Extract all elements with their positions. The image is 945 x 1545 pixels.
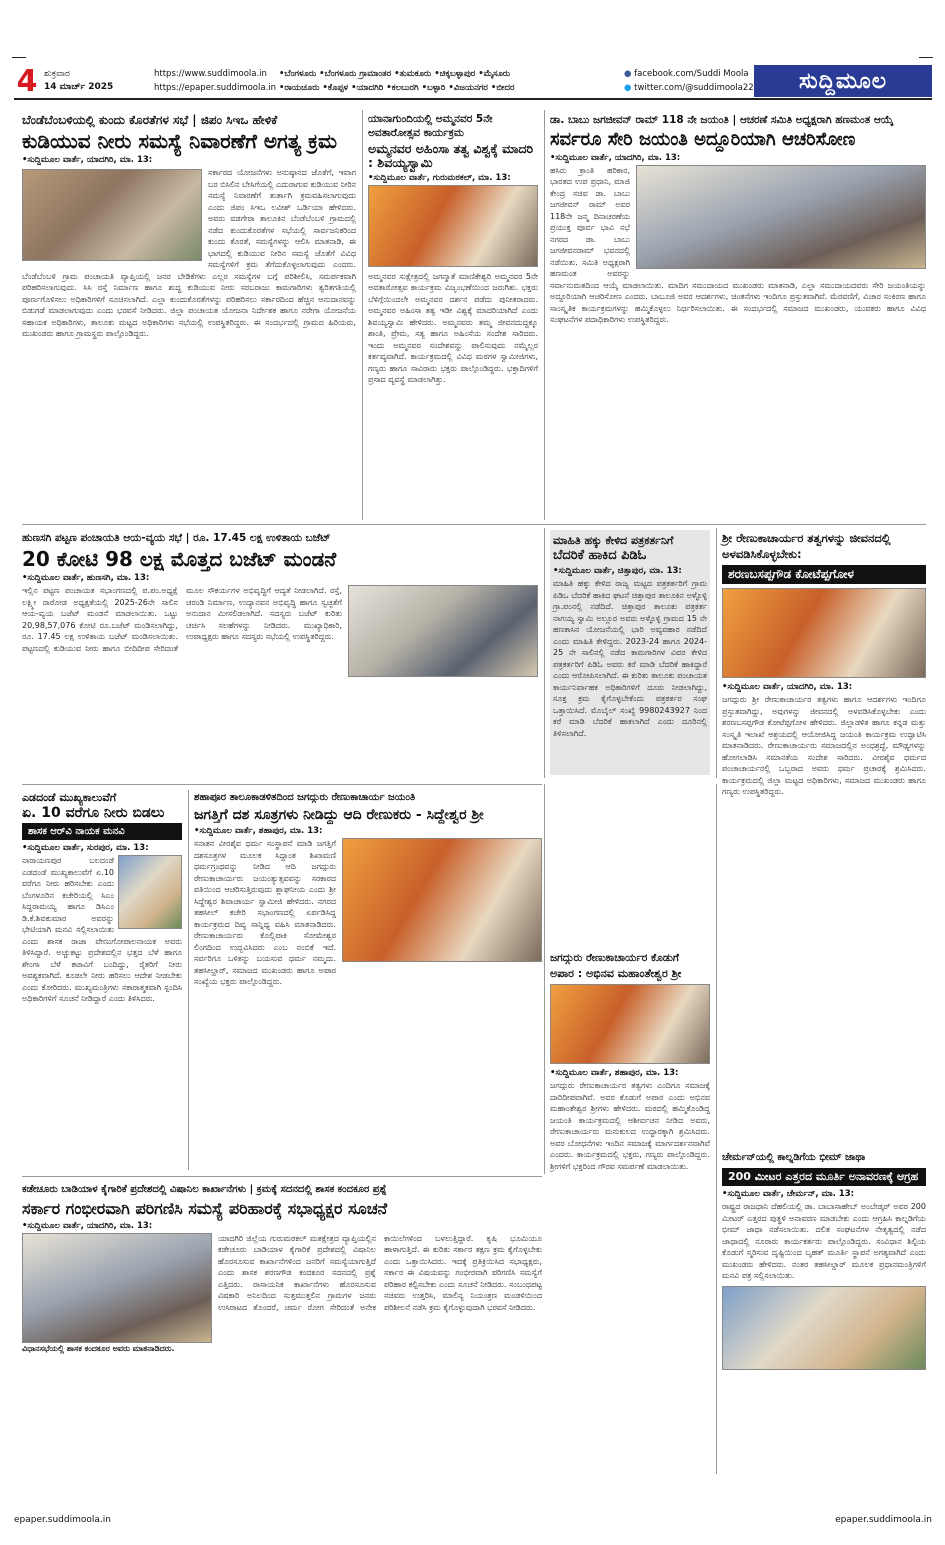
article-body: ರಾಷ್ಟ್ರದ ರಾಜಧಾನಿ ದೆಹಲಿಯಲ್ಲಿ ಡಾ. ಬಾಬಾಸಾಹೇಬ್ ಅಂಬೇಡ್ಕರ್ ಅವರ 200 ಮೀಟರ್ ಎತ್ತರದ ಪುತ್ಥಳಿ ಅನಾವರಣ ಮಾಡಬೇಕು ಎಂದು ಆಗ್ರಹಿಸಿ ಕಾಲ್ನಡಿಗೆಯ ಭೀಮ್ ಜಾಥಾ ನಡೆಸಲಾಯಿತು. ದಲಿತ ಸಂಘಟನೆಗಳ ನೇತೃತ್ವದಲ್ಲಿ ನಡೆದ ಜಾಥಾದಲ್ಲಿ ನೂರಾರು ಕಾರ್ಯಕರ್ತರು ಪಾಲ್ಗೊಂಡಿದ್ದರು. ಸಂವಿಧಾನ ಶಿಲ್ಪಿಯ ಕೊಡುಗೆ ಸ್ಮರಿಸುವ ದೃಷ್ಟಿಯಿಂದ ಬೃಹತ್ ಮೂರ್ತಿ ಸ್ಥಾಪನೆ ಅಗತ್ಯವಾಗಿದೆ ಎಂದು ಮುಖಂಡರು ಹೇಳಿದರು. ನಂತರ ತಹಸೀಲ್ದಾರ್ ಮೂಲಕ ಪ್ರಧಾನಮಂತ್ರಿಗಳಿಗೆ ಮನವಿ ಪತ್ರ ಸಲ್ಲಿಸಲಾಯಿತು. — [722, 1202, 926, 1281]
mla-portrait — [118, 855, 182, 929]
article-headline: ಶರಣಬಸಪ್ಪಗೌಡ ಕೋಟೆಪ್ಪಗೋಳ — [722, 565, 926, 584]
article-subheadline: ಶಾಸಕ ಆರ್‌ವಿ ನಾಯಕ ಮನವಿ — [22, 823, 182, 840]
section-rule — [22, 784, 542, 785]
cities-row: •ಬೆಂಗಳೂರು •ಬೆಂಗಳೂರು ಗ್ರಾಮಾಂತರ •ತುಮಕೂರು •ಚಿಕ್ಕಬಳ್ಳಾಪುರ •ಮೈಸೂರು — [279, 69, 511, 79]
article-kicker: ಮಾಹಿತಿ ಹಕ್ಕು ಕೇಳಿದ ಪತ್ರಕರ್ತನಿಗೆ — [553, 534, 674, 547]
article-body: ಅಮ್ಮನವರ ಸುಕ್ಷೇತ್ರದಲ್ಲಿ ಜಗನ್ಮಾತೆ ಮಾಣಿಕೇಶ್ವರಿ ಅಮ್ಮನವರ 5ನೇ ಅವತಾರೋತ್ಸವ ಕಾರ್ಯಕ್ರಮ ವಿಜೃಂಭಣೆಯಿಂದ ಜರುಗಿತು. ಭಕ್ತರು ಬೆಳಿಗ್ಗೆಯಿಂದಲೇ ಅಮ್ಮನವರ ದರ್ಶನ ಪಡೆದು ಪುನೀತರಾದರು. ಅಮ್ಮನವರ ಅಹಿಂಸಾ ತತ್ವ ಇಡೀ ವಿಶ್ವಕ್ಕೆ ಮಾದರಿಯಾಗಿದೆ ಎಂದು ಶಿವಯ್ಯಸ್ವಾಮಿ ಹೇಳಿದರು. ಅಮ್ಮನವರು ತಮ್ಮ ಜೀವನದುದ್ದಕ್ಕೂ ಶಾಂತಿ, ಪ್ರೇಮ, ಸತ್ಯ ಹಾಗೂ ಅಹಿಂಸೆಯ ಸಂದೇಶ ಸಾರಿದರು. ಇಂದು ಅಮ್ಮನವರ ಸಂದೇಶವನ್ನು ಪಾಲಿಸುವುದು ನಮ್ಮೆಲ್ಲರ ಕರ್ತವ್ಯವಾಗಿದೆ. ಕಾರ್ಯಕ್ರಮದಲ್ಲಿ ವಿವಿಧ ಮಠಗಳ ಸ್ವಾಮೀಜಿಗಳು, ಗಣ್ಯರು ಹಾಗೂ ಸಾವಿರಾರು ಭಕ್ತರು ಪಾಲ್ಗೊಂಡಿದ್ದರು. ಭಕ್ತಾದಿಗಳಿಗೆ ಪ್ರಸಾದ ವ್ಯವಸ್ಥೆ ಮಾಡಲಾಗಿತ್ತು. — [368, 271, 538, 384]
article-shahapur-jayanti — [194, 790, 542, 1170]
article-jagjivan-ram — [550, 112, 926, 520]
facebook-icon: ● — [624, 69, 635, 79]
twitter-icon: ● — [624, 83, 635, 93]
article-kicker: ಬೆಂಡೆಬೆಂಬಳಿಯಲ್ಲಿ ಕುಂದು ಕೊರತೆಗಳ ಸಭೆ | ಜಿಪಂ ಸಿಇಒ ಹೇಳಿಕೆ — [22, 113, 278, 127]
article-photo — [342, 838, 542, 962]
social-links — [624, 67, 754, 95]
twitter-link[interactable]: ● twitter.com/@suddimoola22 — [624, 83, 754, 93]
web-links — [154, 67, 279, 95]
article-ammanavara — [368, 112, 538, 520]
column-rule — [716, 528, 717, 778]
article-headline: ಜಗತ್ತಿಗೆ ದಶ ಸೂತ್ರಗಳು ನೀಡಿದ್ದು ಆದಿ ರೇಣುಕರು - ಸಿದ್ದೇಶ್ವರ ಶ್ರೀ — [194, 807, 484, 823]
article-byline: •ಸುದ್ದಿಮೂಲ ವಾರ್ತೆ, ಯಾದಗಿರಿ, ಮಾ. 13: — [722, 682, 853, 693]
article-drinking-water — [22, 112, 356, 520]
article-byline: •ಸುದ್ದಿಮೂಲ ವಾರ್ತೆ, ಯಾದಗಿರಿ, ಮಾ. 13: — [550, 152, 681, 163]
article-headline: ಏ. 10 ವರೆಗೂ ನೀರು ಬಿಡಲು — [22, 805, 165, 821]
article-bhim-jatha — [722, 1150, 926, 1470]
article-photo — [722, 1286, 926, 1370]
column-rule — [716, 784, 717, 1474]
article-body: ಜಗದ್ಗುರು ಶ್ರೀ ರೇಣುಕಾಚಾರ್ಯರ ತತ್ವಗಳು ಹಾಗೂ ಆದರ್ಶಗಳು ಇಂದಿಗೂ ಪ್ರಸ್ತುತವಾಗಿದ್ದು, ಅವುಗಳನ್ನು ಜೀವನದಲ್ಲಿ ಅಳವಡಿಸಿಕೊಳ್ಳಬೇಕು ಎಂದು ಶರಣಬಸಪ್ಪಗೌಡ ಕೋಟೆಪ್ಪಗೋಳ ಹೇಳಿದರು. ಜಿಲ್ಲಾಡಳಿತ ಹಾಗೂ ಕನ್ನಡ ಮತ್ತು ಸಂಸ್ಕೃತಿ ಇಲಾಖೆ ಆಶ್ರಯದಲ್ಲಿ ಆಯೋಜಿಸಿದ್ದ ಜಯಂತಿ ಕಾರ್ಯಕ್ರಮ ಉದ್ಘಾಟಿಸಿ ಮಾತನಾಡಿದರು. ರೇಣುಕಾಚಾರ್ಯರು ಸಮಾಜದಲ್ಲಿನ ಅಂಧಶ್ರದ್ಧೆ, ಮೌಢ್ಯಗಳನ್ನು ಹೋಗಲಾಡಿಸಿ ಸಮಾನತೆಯ ಸಂದೇಶ ಸಾರಿದರು. ವೀರಶೈವ ಧರ್ಮದ ಪಂಚಾಚಾರ್ಯರಲ್ಲಿ ಒಬ್ಬರಾದ ಅವರು ಧರ್ಮ ಪ್ರಚಾರಕ್ಕೆ ಶ್ರಮಿಸಿದರು. ಕಾರ್ಯಕ್ರಮದಲ್ಲಿ ಜಿಲ್ಲಾ ಮಟ್ಟದ ಅಧಿಕಾರಿಗಳು, ಸಮಾಜದ ಮುಖಂಡರು ಹಾಗೂ ಗಣ್ಯರು ಉಪಸ್ಥಿತರಿದ್ದರು. — [722, 695, 926, 797]
article-kicker: ಕಡೇಚೂರು ಬಾಡಿಯಾಳ ಕೈಗಾರಿಕೆ ಪ್ರದೇಶದಲ್ಲಿ ವಿಷಾನಿಲ ಕಾರ್ಖಾನೆಗಳು | ಕ್ರಮಕ್ಕೆ ಸದನದಲ್ಲಿ ಶಾಸಕ ಕಂದಕೂರ ಪ್ರಶ್ನೆ — [22, 1184, 387, 1195]
article-byline: •ಸುದ್ದಿಮೂಲ ವಾರ್ತೆ, ಯಾದಗಿರಿ, ಮಾ. 13: — [22, 1220, 153, 1231]
page-number: 4 — [16, 63, 38, 99]
column-rule — [362, 110, 363, 520]
article-kicker: ಶಹಾಪೂರ ತಾಲೂಕಾಡಳಿತದಿಂದ ಜಗದ್ಗುರು ರೇಣುಕಾಚಾರ್ಯ ಜಯಂತಿ — [194, 792, 416, 803]
article-photo — [22, 1233, 212, 1343]
article-kicker: ಹುಣಸಗಿ ಪಟ್ಟಣ ಪಂಚಾಯತಿ ಆಯ-ವ್ಯಯ ಸಭೆ | ರೂ. 17.45 ಲಕ್ಷ ಉಳಿತಾಯ ಬಜೆಟ್ — [22, 532, 331, 544]
article-body: ಮಾಹಿತಿ ಹಕ್ಕು ಕೇಳಿದ ರಾಜ್ಯ ಮಟ್ಟದ ಪತ್ರಕರ್ತರಿಗೆ ಗ್ರಾಮ ಪಿಡಿಒ ಬೆದರಿಕೆ ಹಾಕಿದ ಘಟನೆ ಚಿತ್ತಾಪುರ ತಾಲೂಕಿನ ಅಳ್ಳೊಳ್ಳಿ ಗ್ರಾ.ಪಂನಲ್ಲಿ ನಡೆದಿದೆ. ಚಿತ್ತಾಪುರ ತಾಲೂಕು ಪತ್ರಕರ್ತ ನಾಗಯ್ಯ ಸ್ವಾಮಿ ಅಲ್ಲೂರ ಅವರು ಅಳ್ಳೊಳ್ಳಿ ಗ್ರಾಮದ 15 ನೇ ಹಣಕಾಸಿನ ಯೋಜನೆಯಲ್ಲಿ ಭಾರಿ ಅವ್ಯವಹಾರ ನಡೆದಿದೆ ಎಂದು ಮಾಹಿತಿ ಕೇಳಿದ್ದರು. 2023-24 ಹಾಗೂ 2024-25 ನೇ ಸಾಲಿನಲ್ಲಿ ನಡೆದ ಕಾಮಗಾರಿಗಳ ವಿವರ ಕೇಳಿದ ಪತ್ರಕರ್ತರಿಗೆ ಪಿಡಿಓ ಅವರು ಕರೆ ಮಾಡಿ ಬೆದರಿಕೆ ಹಾಕಿದ್ದಾರೆ ಎಂದು ಆರೋಪಿಸಲಾಗಿದೆ. ಈ ಕುರಿತು ತಾಲೂಕು ಪಂಚಾಯತ ಕಾರ್ಯನಿರ್ವಾಹಕ ಅಧಿಕಾರಿಗಳಿಗೆ ದೂರು ನೀಡಲಾಗಿದ್ದು, ಸೂಕ್ತ ಕ್ರಮ ಕೈಗೊಳ್ಳಬೇಕೆಂದು ಪತ್ರಕರ್ತರ ಸಂಘ ಒತ್ತಾಯಿಸಿದೆ. ಮೊಬೈಲ್ ಸಂಖ್ಯೆ 9980243927 ನಿಂದ ಕರೆ ಮಾಡಿ ಬೆದರಿಕೆ ಹಾಕಲಾಗಿದೆ ಎಂದು ದೂರಿನಲ್ಲಿ ತಿಳಿಸಲಾಗಿದೆ. — [553, 579, 707, 738]
article-headline: 20 ಕೋಟಿ 98 ಲಕ್ಷ ಮೊತ್ತದ ಬಜೆಟ್ ಮಂಡನೆ — [22, 547, 337, 571]
article-body: ಯಾದಗಿರಿ ಜಿಲ್ಲೆಯ ಗುರುಮಠಕಲ್ ಮತಕ್ಷೇತ್ರದ ವ್ಯಾಪ್ತಿಯಲ್ಲಿನ ಕಡೇಚೂರು ಬಾಡಿಯಾಳ ಕೈಗಾರಿಕೆ ಪ್ರದೇಶದಲ್ಲಿ ವಿಷಾನಿಲ ಹೊರಸೂಸುವ ಕಾರ್ಖಾನೆಗಳಿಂದ ಜನರಿಗೆ ಸಮಸ್ಯೆಯಾಗುತ್ತಿದೆ ಎಂದು ಶಾಸಕ ಶರಣಗೌಡ ಕಂದಕೂರ ಸದನದಲ್ಲಿ ಪ್ರಶ್ನೆ ಎತ್ತಿದರು. ರಾಸಾಯನಿಕ ಕಾರ್ಖಾನೆಗಳು ಹೊರಸೂಸುವ ವಿಷಕಾರಿ ಅನಿಲದಿಂದ ಸುತ್ತಮುತ್ತಲಿನ ಗ್ರಾಮಗಳ ಜನರು ಉಸಿರಾಟದ ತೊಂದರೆ, ಚರ್ಮ ರೋಗ ಸೇರಿದಂತೆ ಅನೇಕ ಕಾಯಿಲೆಗಳಿಂದ ಬಳಲುತ್ತಿದ್ದಾರೆ. ಕೃಷಿ ಭೂಮಿಯೂ ಹಾಳಾಗುತ್ತಿದೆ. ಈ ಕುರಿತು ಸರ್ಕಾರ ತಕ್ಷಣ ಕ್ರಮ ಕೈಗೊಳ್ಳಬೇಕು ಎಂದು ಒತ್ತಾಯಿಸಿದರು. ಇದಕ್ಕೆ ಪ್ರತಿಕ್ರಿಯಿಸಿದ ಸಭಾಧ್ಯಕ್ಷರು, ಸರ್ಕಾರ ಈ ವಿಷಯವನ್ನು ಗಂಭೀರವಾಗಿ ಪರಿಗಣಿಸಿ ಸಮಸ್ಯೆಗೆ ಪರಿಹಾರ ಕಲ್ಪಿಸಬೇಕು ಎಂದು ಸೂಚನೆ ನೀಡಿದರು. ಸಂಬಂಧಪಟ್ಟ ಸಚಿವರು ಉತ್ತರಿಸಿ, ಮಾಲಿನ್ಯ ನಿಯಂತ್ರಣ ಮಂಡಳಿಯಿಂದ ಪರಿಶೀಲನೆ ನಡೆಸಿ ಕ್ರಮ ಕೈಗೊಳ್ಳುವುದಾಗಿ ಭರವಸೆ ನೀಡಿದರು. — [218, 1233, 542, 1312]
column-rule — [544, 528, 545, 778]
article-kicker: ಜಗದ್ಗುರು ರೇಣುಕಾಚಾರ್ಯರ ಕೊಡುಗೆ — [550, 952, 679, 964]
column-rule — [544, 784, 545, 1174]
day-label: ಶುಕ್ರವಾರ — [44, 69, 70, 79]
article-body: ಸರ್ಕಾರದ ಯೋಜನೆಗಳು ಅನುಷ್ಠಾನದ ಜೊತೆಗೆ, ಇವಾಗ ಬರ ಬಿಸಿಲಿನ ಬೇಸಿಗೆಯಲ್ಲಿ ಎದುರಾಗುವ ಕುಡಿಯುವ ನೀರಿನ ಸಮಸ್ಯೆ ನಿವಾರಣೆಗೆ ತುರ್ತಾಗಿ ಕ್ರಮವಹಿಸಲಾಗುವುದು ಎಂದು ಜಿಪಂ ಸಿಇಒ ಲವೀಶ್ ಒರ್ಡಿಯಾ ಹೇಳಿದರು. ಅವರು ವಡಗೇರಾ ತಾಲೂಕಿನ ಬೆಂಡೆಬೆಂಬಳಿ ಗ್ರಾಮದಲ್ಲಿ ನಡೆದ ಕುಂದುಕೊರತೆಗಳ ಸಭೆಯಲ್ಲಿ ಸಾರ್ವಜನಿಕರಿಂದ ಕುಂದು ಕೊರತೆ, ಸಮಸ್ಯೆಗಳನ್ನು ಆಲಿಸಿ ಮಾತನಾಡಿ, ಈ ಭಾಗದಲ್ಲಿ ಕುಡಿಯುವ ನೀರಿನ ಸಮಸ್ಯೆ ಜೊತೆಗೆ ವಿವಿಧ ಸಮಸ್ಯೆಗಳಿಗೆ ಕ್ರಮ ತೆಗೆದುಕೊಳ್ಳಲಾಗುವುದು ಎಂದರು. ಬೆಂಡೆಬೆಂಬಳಿ ಗ್ರಾಮ ಪಂಚಾಯತಿ ವ್ಯಾಪ್ತಿಯಲ್ಲಿ ಜನರ ಬೇಡಿಕೆಗಳು ಎಲ್ಲರ ಸಮಸ್ಯೆಗಳ ಬಗ್ಗೆ ಪರಿಶೀಲಿಸಿ, ಸಮರ್ಪಕವಾಗಿ ಪರಿಹರಿಸಲಾಗುವುದು. ಸಿಸಿ ರಸ್ತೆ ನಿರ್ಮಾಣ ಹಾಗೂ ಶುದ್ಧ ಕುಡಿಯುವ ನೀರು ಸರಬರಾಜು ಕಾಮಗಾರಿಗಳು ತ್ವರಿತಗತಿಯಲ್ಲಿ ಪೂರ್ಣಗೊಳಿಸಲು ಅಧಿಕಾರಿಗಳಿಗೆ ಸೂಚಿಸಲಾಗಿದೆ. ಎಲ್ಲಾ ಕುಂದುಕೊರತೆಗಳನ್ನು ಪರಿಹರಿಸಲು ಸರ್ಕಾರದಿಂದ ಹೆಚ್ಚಿನ ಅನುದಾನವನ್ನು ಬಿಡುಗಡೆ ಮಾಡಲಾಗುವುದು ಎಂದು ಭರವಸೆ ನೀಡಿದರು. ಜಿಲ್ಲಾ ಪಂಚಾಯತ ಯೋಜನಾ ನಿರ್ದೇಶಕ ಹಾಗೂ ನರೇಗಾ ಯೋಜನೆಯ ಸಹಾಯಕ ಅಧಿಕಾರಿಗಳು, ತಾಲೂಕು ಮಟ್ಟದ ಅಧಿಕಾರಿಗಳು ಸಭೆಯಲ್ಲಿ ಉಪಸ್ಥಿತರಿದ್ದರು. ಈ ಸಂದರ್ಭದಲ್ಲಿ ಗ್ರಾಮದ ಹಿರಿಯರು, ಮುಖಂಡರು ಹಾಗೂ ಗ್ರಾಮಸ್ಥರು ಪಾಲ್ಗೊಂಡಿದ್ದರು. — [22, 168, 356, 338]
dateline — [44, 68, 154, 94]
section-rule — [22, 524, 926, 525]
article-byline: •ಸುದ್ದಿಮೂಲ ವಾರ್ತೆ, ಚೇರ್ಮನ್, ಮಾ. 13: — [722, 1189, 855, 1200]
crop-mark — [12, 44, 26, 58]
article-kicker: ಶ್ರೀ ರೇಣುಕಾಚಾರ್ಯರ ತತ್ವಗಳನ್ನು ಜೀವನದಲ್ಲಿ ಅಳವಡಿಸಿಕೊಳ್ಳಬೇಕು: — [722, 531, 891, 561]
section-rule — [22, 1176, 542, 1177]
article-kicker: ಯಾನಾಗುಂದಿಯಲ್ಲಿ ಅಮ್ಮನವರ 5ನೇ ಅವತಾರೋತ್ಸವ ಕಾರ್ಯಕ್ರಮ — [368, 113, 493, 139]
date-label: 14 ಮಾರ್ಚ್ 2025 — [44, 82, 114, 92]
article-headline: ಅಪಾರ : ಅಭಿನವ ಮಹಾಂತೇಶ್ವರ ಶ್ರೀ — [550, 967, 682, 980]
article-kicker: ಚೇರ್ಮನ್‌ಯಲ್ಲಿ ಕಾಲ್ನಡಿಗೆಯ ಭೀಮ್ ಜಾಥಾ — [722, 1152, 866, 1163]
footer-link[interactable]: epaper.suddimoola.in — [835, 1515, 932, 1525]
article-photo — [22, 169, 202, 261]
article-renukacharya-tatva — [722, 530, 926, 797]
column-rule — [544, 110, 545, 520]
article-body: ಸನಾತನ ವೀರಶೈವ ಧರ್ಮ ಸಂಸ್ಥಾಪನೆ ಮಾಡಿ ಜಗತ್ತಿಗೆ ದಶಸೂತ್ರಗಳ ಮೂಲಕ ಸಿದ್ಧಾಂತ ಶಿಖಾಮಣಿ ಧರ್ಮಗ್ರಂಥವನ್ನು ನೀಡಿದ ಆದಿ ಜಗದ್ಗುರು ರೇಣುಕಾಚಾರ್ಯರು ಜಯಂತ್ಯುತ್ಸವವನ್ನು ಸರಕಾರದ ವತಿಯಿಂದ ಆಚರಿಸುತ್ತಿರುವುದು ಶ್ಲಾಘನೀಯ ಎಂದು ಶ್ರೀ ಸಿದ್ದೇಶ್ವರ ಶಿವಾಚಾರ್ಯ ಸ್ವಾಮೀಜಿ ಹೇಳಿದರು. ನಗರದ ತಹಸೀಲ್ ಕಚೇರಿ ಸಭಾಂಗಣದಲ್ಲಿ ಏರ್ಪಡಿಸಿದ್ದ ಕಾರ್ಯಕ್ರಮದ ದಿವ್ಯ ಸಾನ್ನಿಧ್ಯ ವಹಿಸಿ ಮಾತನಾಡಿದರು. ರೇಣುಕಾಚಾರ್ಯರು ಕೊಲ್ಲಿಪಾಕಿ ಸೋಮೇಶ್ವರ ಲಿಂಗದಿಂದ ಉದ್ಭವಿಸಿದರು ಎಂಬ ನಂಬಿಕೆ ಇದೆ. ಸರ್ವರಿಗೂ ಒಳಿತನ್ನು ಬಯಸುವ ಧರ್ಮ ನಮ್ಮದು. ತಹಸೀಲ್ದಾರ್, ಸಮಾಜದ ಮುಖಂಡರು ಹಾಗೂ ಅಪಾರ ಸಂಖ್ಯೆಯ ಭಕ್ತರು ಪಾಲ್ಗೊಂಡಿದ್ದರು. — [194, 839, 336, 987]
article-kicker: ಎಡದಂಡೆ ಮುಖ್ಯಕಾಲುವೆಗೆ — [22, 791, 117, 804]
article-byline: •ಸುದ್ದಿಮೂಲ ವಾರ್ತೆ, ಹುಣಸಗಿ, ಮಾ. 13: — [22, 573, 150, 583]
article-headline: ಕುಡಿಯುವ ನೀರು ಸಮಸ್ಯೆ ನಿವಾರಣೆಗೆ ಅಗತ್ಯ ಕ್ರಮ — [22, 129, 338, 153]
article-body: ಇಲ್ಲಿನ ಪಟ್ಟಣ ಪಂಚಾಯತ ಸಭಾಂಗಣದಲ್ಲಿ ಪ.ಪಂ.ಅಧ್ಯಕ್ಷೆ ಲಕ್ಷ್ಮೀ ರಾಠೋಡ ಅಧ್ಯಕ್ಷತೆಯಲ್ಲಿ 2025-26ನೇ ಸಾಲಿನ ಆಯ-ವ್ಯಯ ಬಜೆಟ್ ಮಂಡನೆ ಮಾಡಲಾಯಿತು. ಒಟ್ಟು 20,98,57,076 ಕೋಟಿ ರೂ.ಬಜೆಟ್ ಮಂಡಿಸಲಾಗಿದ್ದು, ರೂ. 17.45 ಲಕ್ಷ ಉಳಿತಾಯ ಬಜೆಟ್ ಮಂಡಿಸಲಾಯಿತು. ಪಟ್ಟಣದಲ್ಲಿ ಕುಡಿಯುವ ನೀರು ಹಾಗೂ ಬೀದಿದೀಪ ಸೇರಿದಂತೆ ಮೂಲ ಸೌಕರ್ಯಗಳ ಅಭಿವೃದ್ಧಿಗೆ ಆದ್ಯತೆ ನೀಡಲಾಗಿದೆ. ರಸ್ತೆ, ಚರಂಡಿ ನಿರ್ಮಾಣ, ಉದ್ಯಾನವನ ಅಭಿವೃದ್ಧಿ ಹಾಗೂ ಸ್ವಚ್ಛತೆಗೆ ಅನುದಾನ ಮೀಸಲಿಡಲಾಗಿದೆ. ಸದಸ್ಯರು ಬಜೆಟ್ ಕುರಿತು ಚರ್ಚಿಸಿ ಸಲಹೆಗಳನ್ನು ನೀಡಿದರು. ಮುಖ್ಯಾಧಿಕಾರಿ, ಉಪಾಧ್ಯಕ್ಷರು ಹಾಗೂ ಸದಸ್ಯರು ಸಭೆಯಲ್ಲಿ ಉಪಸ್ಥಿತರಿದ್ದರು. — [22, 586, 342, 653]
website-link[interactable]: https://www.suddimoola.in — [154, 69, 267, 79]
facebook-link[interactable]: ● facebook.com/Suddi Moola — [624, 69, 749, 79]
column-rule — [188, 790, 189, 1170]
footer-link[interactable]: epaper.suddimoola.in — [14, 1515, 111, 1525]
newspaper-logo: ಸುದ್ದಿಮೂಲ — [754, 65, 932, 97]
article-byline: •ಸುದ್ದಿಮೂಲ ವಾರ್ತೆ, ಶಹಾಪುರ, ಮಾ. 13: — [194, 826, 323, 837]
crop-mark — [919, 44, 933, 58]
article-photo — [722, 588, 926, 678]
article-headline: ಬೆದರಿಕೆ ಹಾಕಿದ ಪಿಡಿಓ — [553, 548, 647, 563]
article-headline: ಸರ್ವರೂ ಸೇರಿ ಜಯಂತಿ ಅದ್ದೂರಿಯಾಗಿ ಆಚರಿಸೋಣ — [550, 129, 856, 150]
article-body: ಹಸಿರು ಕ್ರಾಂತಿ ಹರಿಕಾರ, ಭಾರತದ ಉಪ ಪ್ರಧಾನಿ, ಮಾಜಿ ಕೇಂದ್ರ ಸಚಿವ ಡಾ. ಬಾಬು ಜಗಜೀವನ್ ರಾಮ್ ಅವರ 118ನೇ ಜನ್ಮ ದಿನಾಚರಣೆಯ ಪ್ರಯುಕ್ತ ಪೂರ್ವ ಭಾವಿ ಸಭೆ ನಗರದ ಡಾ. ಬಾಬು ಜಗಜೀವನರಾಮ್ ಭವನದಲ್ಲಿ ನಡೆಯಿತು. ಸಮಿತಿ ಅಧ್ಯಕ್ಷರಾಗಿ ಹಣಮಂತ ಅವರನ್ನು ಸರ್ವಾನುಮತದಿಂದ ಆಯ್ಕೆ ಮಾಡಲಾಯಿತು. ಮಾದಿಗ ಸಮುದಾಯದ ಮುಖಂಡರು ಮಾತನಾಡಿ, ಎಲ್ಲಾ ಸಮುದಾಯದವರು ಸೇರಿ ಜಯಂತಿಯನ್ನು ಅದ್ದೂರಿಯಾಗಿ ಆಚರಿಸೋಣ ಎಂದರು. ಬಾಬೂಜಿ ಅವರ ಆದರ್ಶಗಳು, ಚಿಂತನೆಗಳು ಇಂದಿಗೂ ಪ್ರಸ್ತುತವಾಗಿವೆ. ಮೆರವಣಿಗೆ, ವಿಚಾರ ಸಂಕಿರಣ ಹಾಗೂ ಸಾಂಸ್ಕೃತಿಕ ಕಾರ್ಯಕ್ರಮಗಳನ್ನು ಹಮ್ಮಿಕೊಳ್ಳಲು ನಿರ್ಧರಿಸಲಾಯಿತು. ಈ ಸಂದರ್ಭದಲ್ಲಿ ಸಮಾಜದ ಮುಖಂಡರು, ಯುವಕರು ಹಾಗೂ ವಿವಿಧ ಸಂಘಟನೆಗಳ ಪದಾಧಿಕಾರಿಗಳು ಉಪಸ್ಥಿತರಿದ್ದರು. — [550, 165, 926, 325]
article-rti-journalist — [550, 530, 710, 775]
article-photo — [636, 165, 926, 269]
photo-caption: ವಿಧಾನಸಭೆಯಲ್ಲಿ ಶಾಸಕ ಕಂದಕೂರ ಅವರು ಮಾತನಾಡಿದರು. — [22, 1343, 175, 1353]
article-headline: 200 ಮೀಟರ ಎತ್ತರದ ಮೂರ್ತಿ ಅನಾವರಣಕ್ಕೆ ಆಗ್ರಹ — [722, 1168, 926, 1186]
city-list — [279, 67, 624, 95]
article-byline: •ಸುದ್ದಿಮೂಲ ವಾರ್ತೆ, ಚಿತ್ತಾಪುರ, ಮಾ. 13: — [553, 566, 682, 577]
epaper-link[interactable]: https://epaper.suddimoola.in — [154, 83, 277, 93]
article-headline: ಅಮ್ಮನವರ ಅಹಿಂಸಾ ತತ್ವ ವಿಶ್ವಕ್ಕೆ ಮಾದರಿ : ಶಿವಯ್ಯಸ್ವಾಮಿ — [368, 141, 534, 170]
article-headline: ಸರ್ಕಾರ ಗಂಭೀರವಾಗಿ ಪರಿಗಣಿಸಿ ಸಮಸ್ಯೆ ಪರಿಹಾರಕ್ಕೆ ಸಭಾಧ್ಯಕ್ಷರ ಸೂಚನೆ — [22, 1199, 388, 1218]
article-body: ಜಗದ್ಗುರು ರೇಣುಕಾಚಾರ್ಯರ ತತ್ವಗಳು ಎಂದಿಗೂ ಸಮಾಜಕ್ಕೆ ದಾರಿದೀಪವಾಗಿವೆ. ಅವರ ಕೊಡುಗೆ ಅಪಾರ ಎಂದು ಅಭಿನವ ಮಹಾಂತೇಶ್ವರ ಶ್ರೀಗಳು ಹೇಳಿದರು. ಮಠದಲ್ಲಿ ಹಮ್ಮಿಕೊಂಡಿದ್ದ ಜಯಂತಿ ಕಾರ್ಯಕ್ರಮದಲ್ಲಿ ಆಶೀರ್ವಚನ ನೀಡಿದ ಅವರು, ರೇಣುಕಾಚಾರ್ಯರು ಮನುಕುಲದ ಉದ್ಧಾರಕ್ಕಾಗಿ ಶ್ರಮಿಸಿದರು. ಅವರ ಬೋಧನೆಗಳು ಇಂದಿನ ಸಮಾಜಕ್ಕೆ ಮಾರ್ಗದರ್ಶನವಾಗಿವೆ ಎಂದರು. ಕಾರ್ಯಕ್ರಮದಲ್ಲಿ ಭಕ್ತರು, ಗಣ್ಯರು ಪಾಲ್ಗೊಂಡಿದ್ದರು. ಶ್ರೀಗಳಿಗೆ ಭಕ್ತರಿಂದ ಗೌರವ ಸಮರ್ಪಣೆ ಮಾಡಲಾಯಿತು. — [550, 1081, 710, 1171]
article-byline: •ಸುದ್ದಿಮೂಲ ವಾರ್ತೆ, ಸುರಪುರ, ಮಾ. 13: — [22, 843, 149, 854]
article-hunasagi-budget — [22, 530, 538, 780]
article-kicker: ಡಾ. ಬಾಬು ಜಗಜೀವನ್ ರಾಮ್ 118 ನೇ ಜಯಂತಿ | ಆಚರಣೆ ಸಮಿತಿ ಅಧ್ಯಕ್ಷರಾಗಿ ಹಣಮಂತ ಆಯ್ಕೆ — [550, 114, 894, 126]
article-byline: •ಸುದ್ದಿಮೂಲ ವಾರ್ತೆ, ಶಹಾಪುರ, ಮಾ. 13: — [550, 1068, 679, 1079]
article-photo — [348, 585, 538, 677]
article-renukacharya-kodugege — [550, 950, 710, 1470]
article-byline: •ಸುದ್ದಿಮೂಲ ವಾರ್ತೆ, ಗುರುಮಠಕಲ್, ಮಾ. 13: — [368, 172, 511, 183]
article-body: ನಾರಾಯಣಪುರ ಬಲದಂಡೆ ಎಡದಂಡೆ ಮುಖ್ಯಕಾಲುವೆಗೆ ಏ.10 ವರೆಗೂ ನೀರು ಹರಿಸಬೇಕು ಎಂದು ಬೆಂಗಳೂರಿನ ಕಚೇರಿಯಲ್ಲಿ ಸಿಎಂ ಸಿದ್ದರಾಮಯ್ಯ ಹಾಗೂ ಡಿಸಿಎಂ ಡಿ.ಕೆ.ಶಿವಕುಮಾರ ಅವರನ್ನು ಭೇಟಿಯಾಗಿ ಮನವಿ ಸಲ್ಲಿಸಲಾಯಿತು ಎಂದು ಶಾಸಕ ರಾಜಾ ವೇಣುಗೋಪಾಲನಾಯಕ ಅವರು ತಿಳಿಸಿದ್ದಾರೆ. ಅಚ್ಚುಕಟ್ಟು ಪ್ರದೇಶದಲ್ಲಿನ ಭತ್ತದ ಬೆಳೆ ಹಾಗೂ ಶೇಂಗಾ ಬೆಳೆ ಕಟಾವಿಗೆ ಬಂದಿದ್ದು, ರೈತರಿಗೆ ನೀರು ಅವಶ್ಯಕವಾಗಿದೆ. ಕೂಡಲೇ ನೀರು ಹರಿಸಲು ಆದೇಶ ನೀಡಬೇಕು ಎಂದು ಕೋರಿದರು. ಮುಖ್ಯಮಂತ್ರಿಗಳು ಸಕಾರಾತ್ಮಕವಾಗಿ ಸ್ಪಂದಿಸಿ ಅಧಿಕಾರಿಗಳಿಗೆ ಸೂಚನೆ ನೀಡಿದ್ದಾರೆ ಎಂದು ತಿಳಿಸಿದರು. — [22, 856, 182, 1004]
article-photo — [550, 984, 710, 1064]
article-byline: •ಸುದ್ದಿಮೂಲ ವಾರ್ತೆ, ಯಾದಗಿರಿ, ಮಾ. 13: — [22, 155, 153, 165]
page-footer — [14, 1515, 932, 1525]
cities-row: •ರಾಯಚೂರು •ಕೊಪ್ಪಳ •ಯಾದಗಿರಿ •ಕಲಬುರಗಿ •ಬಳ್ಳಾರಿ •ವಿಜಯನಗರ •ಬೀದರ — [279, 83, 515, 93]
article-canal-water — [22, 790, 182, 1170]
photo-block — [22, 1233, 212, 1355]
article-factory-pollution — [22, 1182, 542, 1474]
masthead — [14, 64, 932, 100]
article-photo — [368, 185, 538, 267]
